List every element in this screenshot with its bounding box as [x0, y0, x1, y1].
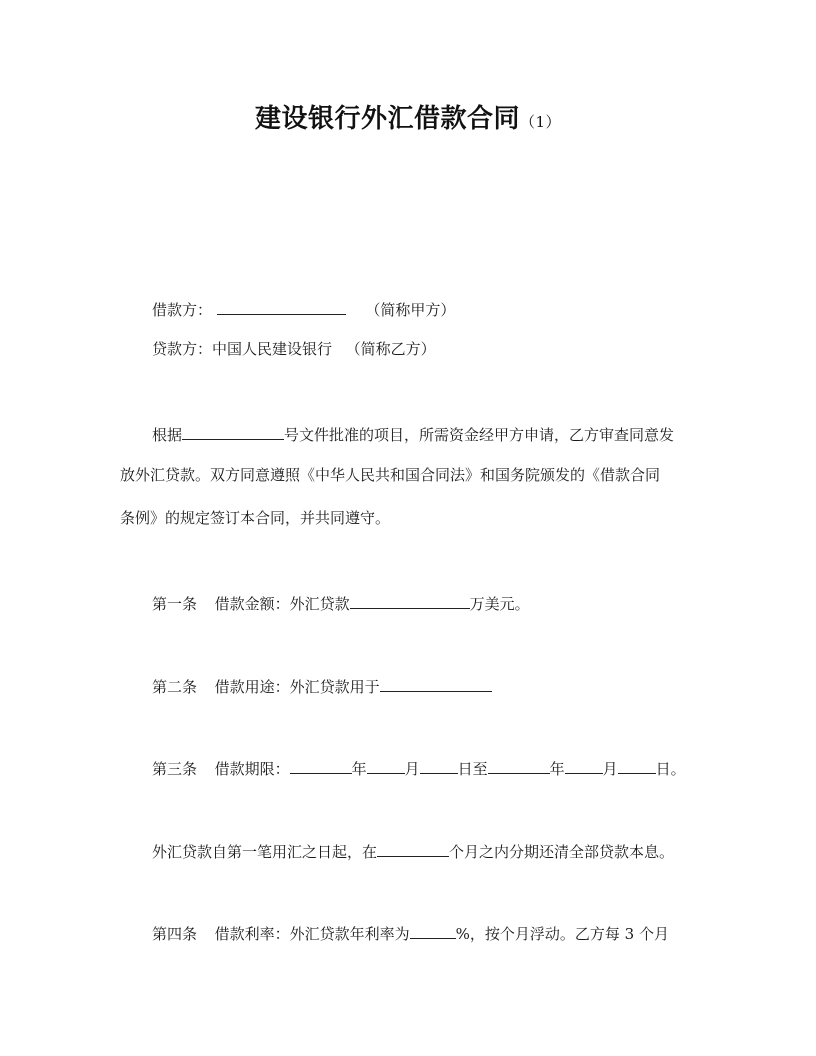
start-month-blank[interactable] [367, 756, 405, 774]
article-text: 个月之内分期还清全部贷款本息。 [449, 843, 675, 861]
loan-purpose-blank[interactable] [380, 674, 492, 692]
day-end-label: 日。 [655, 760, 686, 778]
preamble-line-1 [152, 422, 674, 445]
document-number-blank[interactable] [182, 422, 284, 440]
start-year-blank[interactable] [290, 756, 352, 774]
end-year-blank[interactable] [488, 756, 550, 774]
preamble-text: 根据 [152, 426, 183, 444]
article-heading: 借款金额： [214, 595, 290, 613]
article-4 [152, 921, 669, 944]
year-label: 年 [351, 760, 367, 778]
title-text: 建设银行外汇借款合同 [254, 104, 520, 134]
article-number: 第二条 [152, 678, 198, 696]
article-1 [152, 591, 530, 614]
article-heading: 借款期限： [214, 760, 290, 778]
start-day-blank[interactable] [420, 756, 458, 774]
preamble-text: 条例》的规定签订本合同，并共同遵守。 [120, 509, 391, 527]
preamble-line-2 [120, 465, 660, 485]
title-suffix: （1） [519, 113, 562, 131]
article-text: 外汇贷款用于 [289, 678, 380, 696]
borrower-line [152, 297, 455, 320]
lender-name: 中国人民建设银行 [212, 340, 333, 358]
preamble-text: 号文件批准的项目，所需资金经甲方申请，乙方审查同意发 [284, 426, 675, 444]
borrower-note: （简称甲方） [365, 301, 456, 319]
article-number: 第四条 [152, 925, 198, 943]
article-heading: 借款用途： [214, 678, 290, 696]
borrower-label: 借款方： [152, 301, 213, 319]
article-text: 万美元。 [469, 595, 530, 613]
lender-label: 贷款方： [152, 340, 213, 358]
article-number: 第三条 [152, 760, 198, 778]
preamble-text: 放外汇贷款。双方同意遵照《中华人民共和国合同法》和国务院颁发的《借款合同 [120, 466, 661, 484]
borrower-blank[interactable] [217, 297, 346, 315]
article-text: 外汇贷款 [289, 595, 350, 613]
preamble-line-3 [120, 508, 390, 528]
month-label: 月 [404, 760, 420, 778]
article-text: 外汇贷款年利率为 [289, 925, 410, 943]
repayment-clause [152, 839, 674, 862]
document-title [0, 98, 816, 135]
day-to-label: 日至 [457, 760, 488, 778]
repayment-months-blank[interactable] [377, 839, 449, 857]
end-day-blank[interactable] [618, 756, 656, 774]
lender-line [152, 339, 436, 359]
loan-amount-blank[interactable] [350, 591, 470, 609]
article-number: 第一条 [152, 595, 198, 613]
article-heading: 借款利率： [214, 925, 290, 943]
interest-rate-blank[interactable] [410, 921, 456, 939]
lender-note: （简称乙方） [345, 340, 436, 358]
article-text: %，按个月浮动。乙方每 3 个月 [455, 925, 669, 943]
end-month-blank[interactable] [565, 756, 603, 774]
article-2 [152, 674, 492, 697]
month-label: 月 [602, 760, 618, 778]
article-text: 外汇贷款自第一笔用汇之日起，在 [152, 843, 378, 861]
article-3 [152, 756, 686, 779]
year-label: 年 [549, 760, 565, 778]
